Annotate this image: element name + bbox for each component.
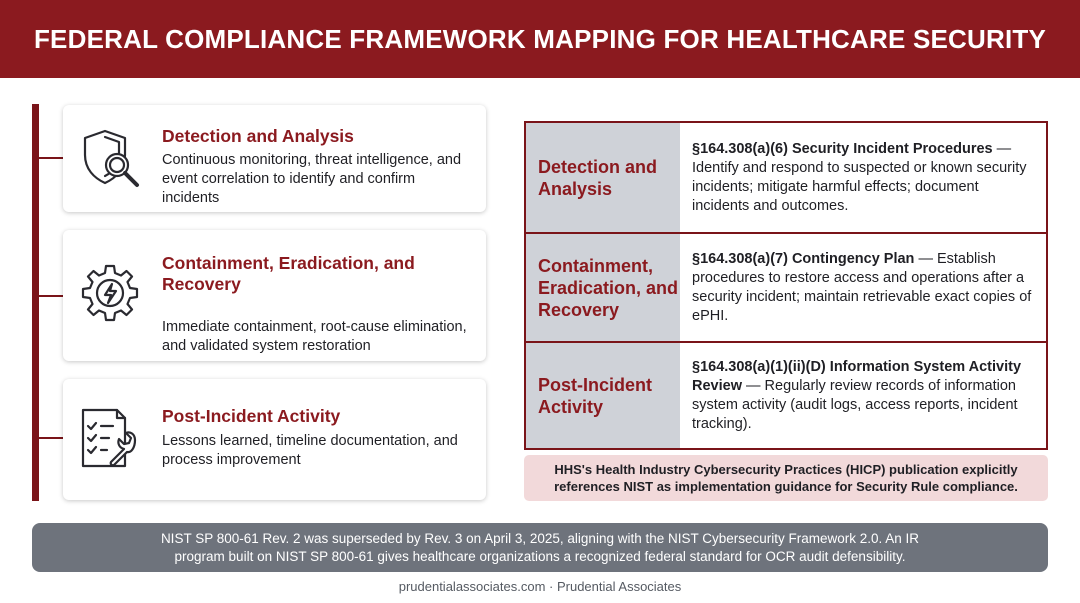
phase-title: Detection and Analysis bbox=[162, 126, 354, 146]
hicp-note-text: HHS's Health Industry Cybersecurity Practices (HICP) publication explicitly references NIST as implementation guidance for Security Rule compliance. bbox=[554, 462, 1018, 494]
mapping-citation: §164.308(a)(7) Contingency Plan bbox=[692, 250, 915, 267]
mapping-text: — Identify and respond to suspected or known security incidents; mitigate harmful effects; document incidents and outcomes. bbox=[692, 140, 1027, 214]
phase-description: Continuous monitoring, threat intelligence, and event correlation to identify and confirm incidents bbox=[162, 152, 462, 206]
mapping-phase: Containment, Eradication, and Recovery bbox=[538, 255, 679, 320]
checklist-wrench-icon bbox=[77, 406, 143, 472]
mapping-phase-cell bbox=[526, 234, 680, 341]
phase-title: Post-Incident Activity bbox=[162, 406, 341, 426]
mapping-text: — Establish procedures to restore access and operations after a security incident; maintain retrievable exact copies of ePHI. bbox=[692, 250, 1032, 324]
gear-lightning-icon bbox=[77, 262, 143, 328]
mapping-requirement-cell bbox=[692, 123, 1036, 232]
mapping-phase: Detection and Analysis bbox=[538, 156, 658, 199]
timeline-connector bbox=[39, 295, 63, 297]
mapping-requirement-cell bbox=[692, 343, 1036, 448]
mapping-citation: §164.308(a)(1)(ii)(D) Information System Activity Review bbox=[692, 358, 1022, 394]
nist-banner bbox=[32, 523, 1048, 572]
phase-description: Lessons learned, timeline documentation, and process improvement bbox=[162, 433, 458, 468]
shield-magnifier-icon bbox=[77, 125, 143, 191]
mapping-phase-cell bbox=[526, 343, 680, 448]
phase-card-post-incident bbox=[63, 379, 486, 500]
nist-banner-text: NIST SP 800-61 Rev. 2 was superseded by Rev. 3 on April 3, 2025, aligning with the NIST Cybersecurity Framework 2.0. An IR program built on NIST SP 800-61 gives healthcare organizations a recognized federal standard for OCR audit defensibility. bbox=[160, 530, 920, 564]
mapping-row bbox=[526, 234, 1046, 341]
timeline-connector bbox=[39, 157, 63, 159]
phase-card-containment bbox=[63, 230, 486, 361]
mapping-text: — Regularly review records of information system activity (audit logs, access reports, incident tracking). bbox=[692, 377, 1018, 432]
phase-title: Containment, Eradication, and Recovery bbox=[162, 253, 415, 294]
phase-card-detection bbox=[63, 105, 486, 212]
page-header bbox=[0, 0, 1080, 78]
hipaa-mapping-table bbox=[524, 121, 1048, 450]
timeline-connector bbox=[39, 437, 63, 439]
mapping-row bbox=[526, 343, 1046, 448]
mapping-requirement-cell bbox=[692, 234, 1036, 341]
phase-description: Immediate containment, root-cause elimination, and validated system restoration bbox=[162, 319, 467, 354]
mapping-phase: Post-Incident Activity bbox=[538, 374, 653, 417]
hicp-note bbox=[524, 455, 1048, 501]
mapping-citation: §164.308(a)(6) Security Incident Procedures bbox=[692, 140, 993, 157]
timeline-bar bbox=[32, 104, 39, 501]
mapping-phase-cell bbox=[526, 123, 680, 232]
mapping-row bbox=[526, 123, 1046, 232]
footer-credit: prudentialassociates.com · Prudential Associates bbox=[398, 579, 682, 594]
page-title: FEDERAL COMPLIANCE FRAMEWORK MAPPING FOR HEALTHCARE SECURITY bbox=[33, 23, 1047, 54]
